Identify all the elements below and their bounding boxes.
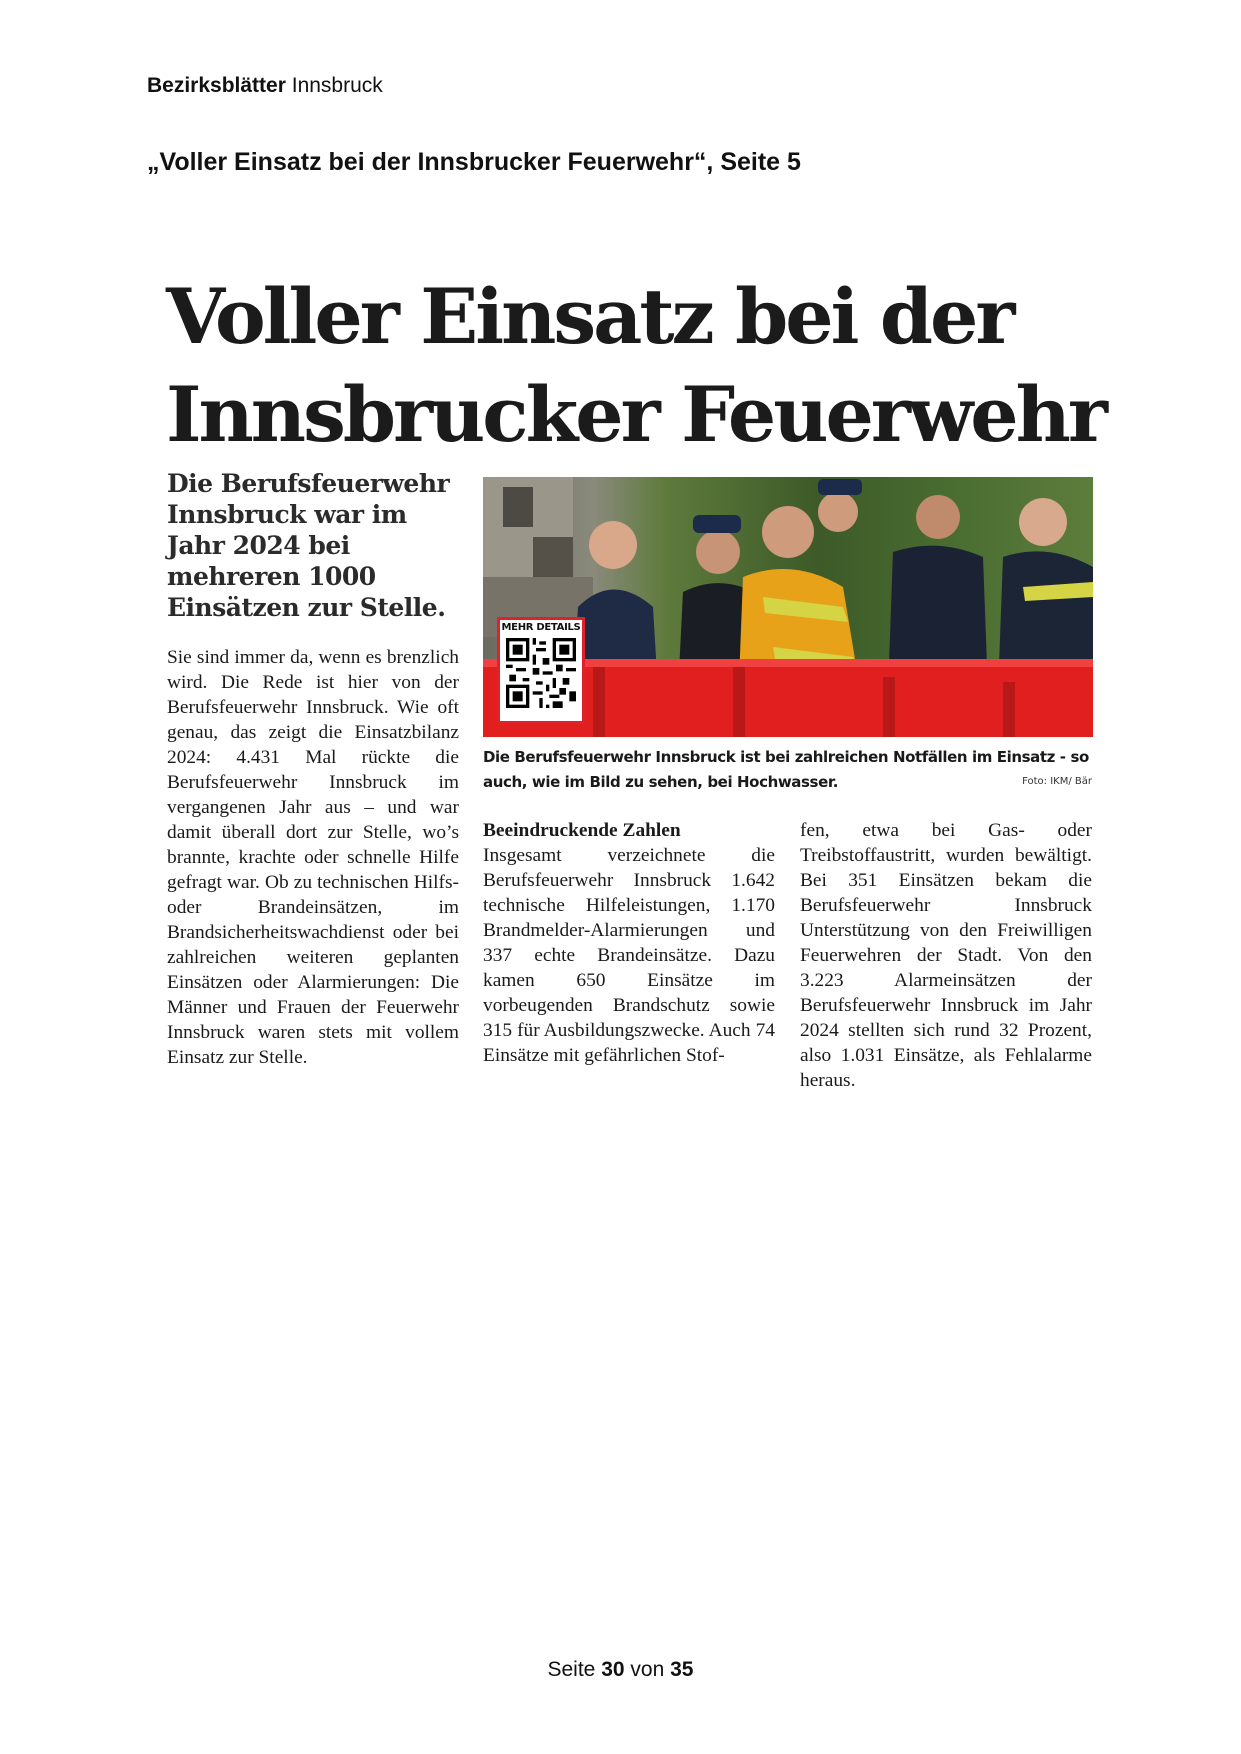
article-column-2: [483, 818, 775, 1068]
article-lead: Die Berufsfeuerwehr Innsbruck war im Jahr 2024 bei mehreren 1000 Einsätzen zur Stelle.: [167, 469, 450, 622]
footer-page-number: 30: [601, 1658, 625, 1681]
publication-region: Innsbruck: [291, 74, 383, 97]
article-subhead: Beeindruckende Zahlen: [483, 820, 681, 841]
headline-line-1: Voller Einsatz bei der: [166, 272, 1013, 361]
article-headline: [166, 268, 1126, 464]
footer-middle: von: [630, 1658, 665, 1681]
article-column-3: fen, etwa bei Gas- oder Treibstoffaustritt, wurden bewältigt. Bei 351 Einsätzen bekam die Berufsfeuerwehr Innsbruck Unterstützung von den Freiwilligen Feuerwehren der Stadt. Von den 3.223 Alarmeinsätzen der Berufsfeuerwehr Innsbruck im Jahr 2024 stellten sich rund 32 Prozent, also 1.031 Einsätze, als Fehlalarme heraus.: [800, 820, 1092, 1091]
clip-title: „Voller Einsatz bei der Innsbrucker Feuerwehr“, Seite 5: [147, 148, 801, 176]
headline-line-2: Innsbrucker Feuerwehr: [166, 370, 1105, 459]
article-column-2-text: Insgesamt verzeichnete die Berufsfeuerwehr Innsbruck 1.642 technische Hilfeleistungen, 1.170 Brandmelder-Alarmierungen und 337 echte Brandeinsätze. Dazu kamen 650 Einsätze im vorbeugenden Brandschutz sowie 315 für Ausbildungszwecke. Auch 74 Einsätze mit gefährlichen Stof-: [483, 845, 775, 1066]
photo-credit: Foto: IKM/ Bär: [1022, 776, 1092, 787]
publication-name: Bezirksblätter: [147, 74, 286, 97]
qr-label: MEHR DETAILS: [501, 622, 581, 633]
publication-source: [147, 74, 383, 98]
qr-code-icon: [506, 638, 576, 708]
footer-page-total: 35: [670, 1658, 694, 1681]
qr-code-box[interactable]: [497, 617, 585, 724]
footer-prefix: Seite: [547, 1658, 596, 1681]
photo-caption: Die Berufsfeuerwehr Innsbruck ist bei zahlreichen Notfällen im Einsatz - so auch, wie im Bild zu sehen, bei Hochwasser.: [483, 748, 1089, 791]
article-photo: [483, 477, 1093, 737]
page-footer: [0, 1658, 1241, 1682]
article-column-1: Sie sind immer da, wenn es brenzlich wird. Die Rede ist hier von der Berufsfeuerwehr Innsbruck. Wie oft genau, das zeigt die Einsatzbilanz 2024: 4.431 Mal rückte die Berufsfeuerwehr Innsbruck im vergangenen Jahr aus – und war damit überall dort zur Stelle, wo’s brannte, krachte oder schnelle Hilfe gefragt war. Ob zu technischen Hilfs- oder Brandeinsätzen, im Brandsicherheitswachdienst oder bei zahlreichen weiteren geplanten Einsätzen oder Alarmierungen: Die Männer und Frauen der Feuerwehr Innsbruck waren stets mit vollem Einsatz zur Stelle.: [167, 647, 459, 1068]
